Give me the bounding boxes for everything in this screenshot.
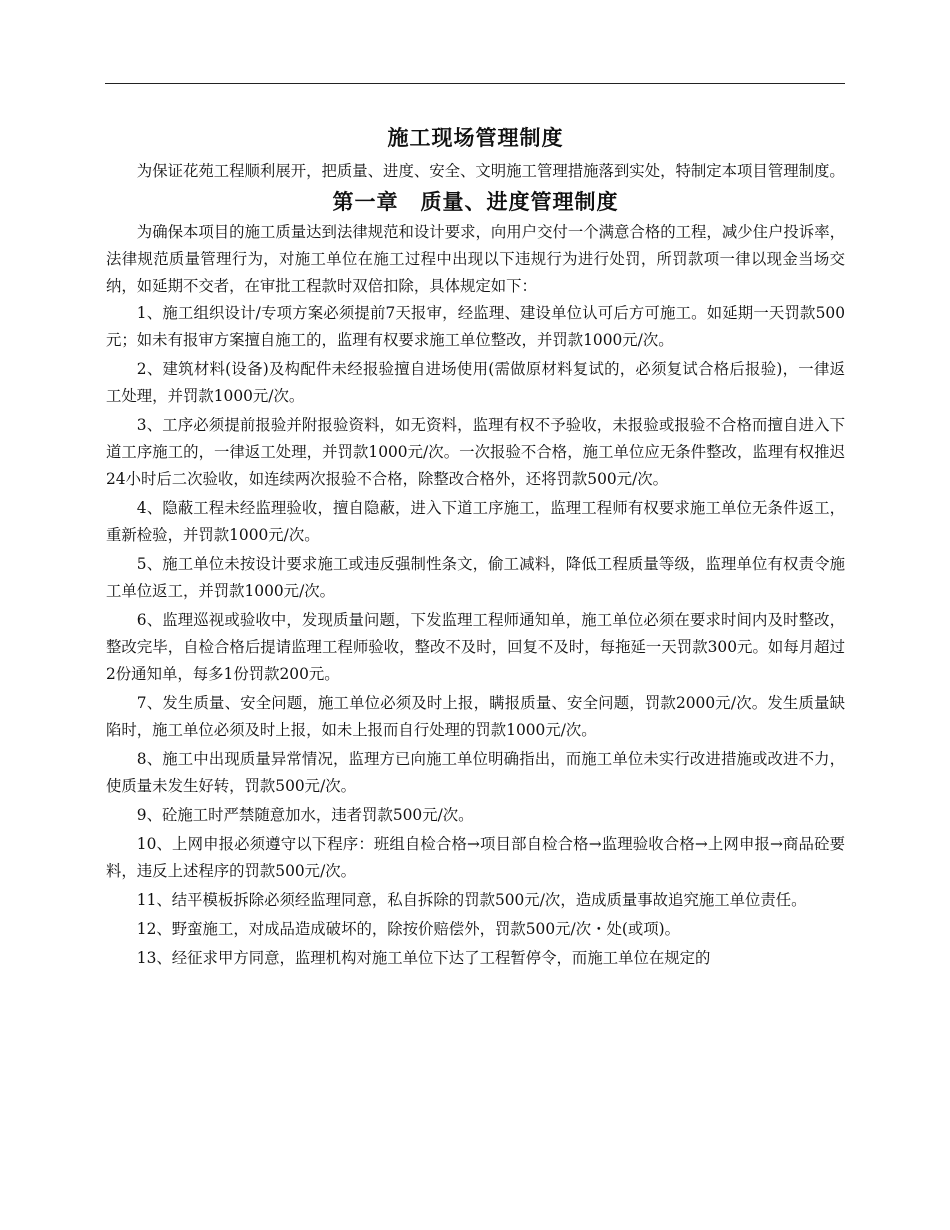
rule-item: 6、监理巡视或验收中，发现质量问题，下发监理工程师通知单，施工单位必须在要求时间内及时整改，整改完毕，自检合格后提请监理工程师验收，整改不及时，回复不及时，每拖延一天罚款300元。如每月超过2份通知单，每多1份罚款200元。 [106,611,845,683]
rule-item: 5、施工单位未按设计要求施工或违反强制性条文，偷工减料，降低工程质量等级，监理单位有权责令施工单位返工，并罚款1000元/次。 [106,555,845,600]
rule-item: 11、结平模板拆除必须经监理同意，私自拆除的罚款500元/次，造成质量事故追究施工单位责任。 [136,891,807,909]
document-title: 施工现场管理制度 [387,125,564,150]
rules-list [106,300,845,972]
rule-item: 7、发生质量、安全问题，施工单位必须及时上报，瞒报质量、安全问题，罚款2000元/次。发生质量缺陷时，施工单位必须及时上报，如未上报而自行处理的罚款1000元/次。 [106,694,845,739]
rule-item: 13、经征求甲方同意，监理机构对施工单位下达了工程暂停令，而施工单位在规定的 [136,949,711,967]
rule-item: 3、工序必须提前报验并附报验资料，如无资料，监理有权不予验收，未报验或报验不合格而擅自进入下道工序施工的，一律返工处理，并罚款1000元/次。一次报验不合格，施工单位应无条件整改，监理有权推迟24小时后二次验收，如连续两次报验不合格，除整改合格外，还将罚款500元/次。 [106,416,845,488]
rule-item: 10、上网申报必须遵守以下程序：班组自检合格→项目部自检合格→监理验收合格→上网申报→商品砼要料，违反上述程序的罚款500元/次。 [106,835,845,880]
rule-item: 9、砼施工时严禁随意加水，违者罚款500元/次。 [136,806,474,824]
header-rule [105,83,845,84]
document-intro: 为保证花苑工程顺利展开，把质量、进度、安全、文明施工管理措施落到实处，特制定本项目管理制度。 [136,162,845,180]
rule-item: 2、建筑材料(设备)及构配件未经报验擅自进场使用(需做原材料复试的，必须复试合格后报验)，一律返工处理，并罚款1000元/次。 [106,360,845,405]
rule-item: 1、施工组织设计/专项方案必须提前7天报审，经监理、建设单位认可后方可施工。如延期一天罚款500元；如未有报审方案擅自施工的，监理有权要求施工单位整改，并罚款1000元/次。 [106,304,845,349]
chapter-intro: 为确保本项目的施工质量达到法律规范和设计要求，向用户交付一个满意合格的工程，减少住户投诉率，法律规范质量管理行为，对施工单位在施工过程中出现以下违规行为进行处罚，所罚款项一律以现金当场交纳，如延期不交者，在审批工程款时双倍扣除，具体规定如下： [106,223,845,295]
rule-item: 12、野蛮施工，对成品造成破坏的，除按价赔偿外，罚款500元/次・处(或项)。 [136,920,681,938]
rule-item: 4、隐蔽工程未经监理验收，擅自隐蔽，进入下道工序施工，监理工程师有权要求施工单位无条件返工，重新检验，并罚款1000元/次。 [106,499,845,544]
chapter-title: 第一章 质量、进度管理制度 [332,189,619,214]
rule-item: 8、施工中出现质量异常情况，监理方已向施工单位明确指出，而施工单位未实行改进措施或改进不力，使质量未发生好转，罚款500元/次。 [106,750,845,795]
document-body [106,118,845,974]
